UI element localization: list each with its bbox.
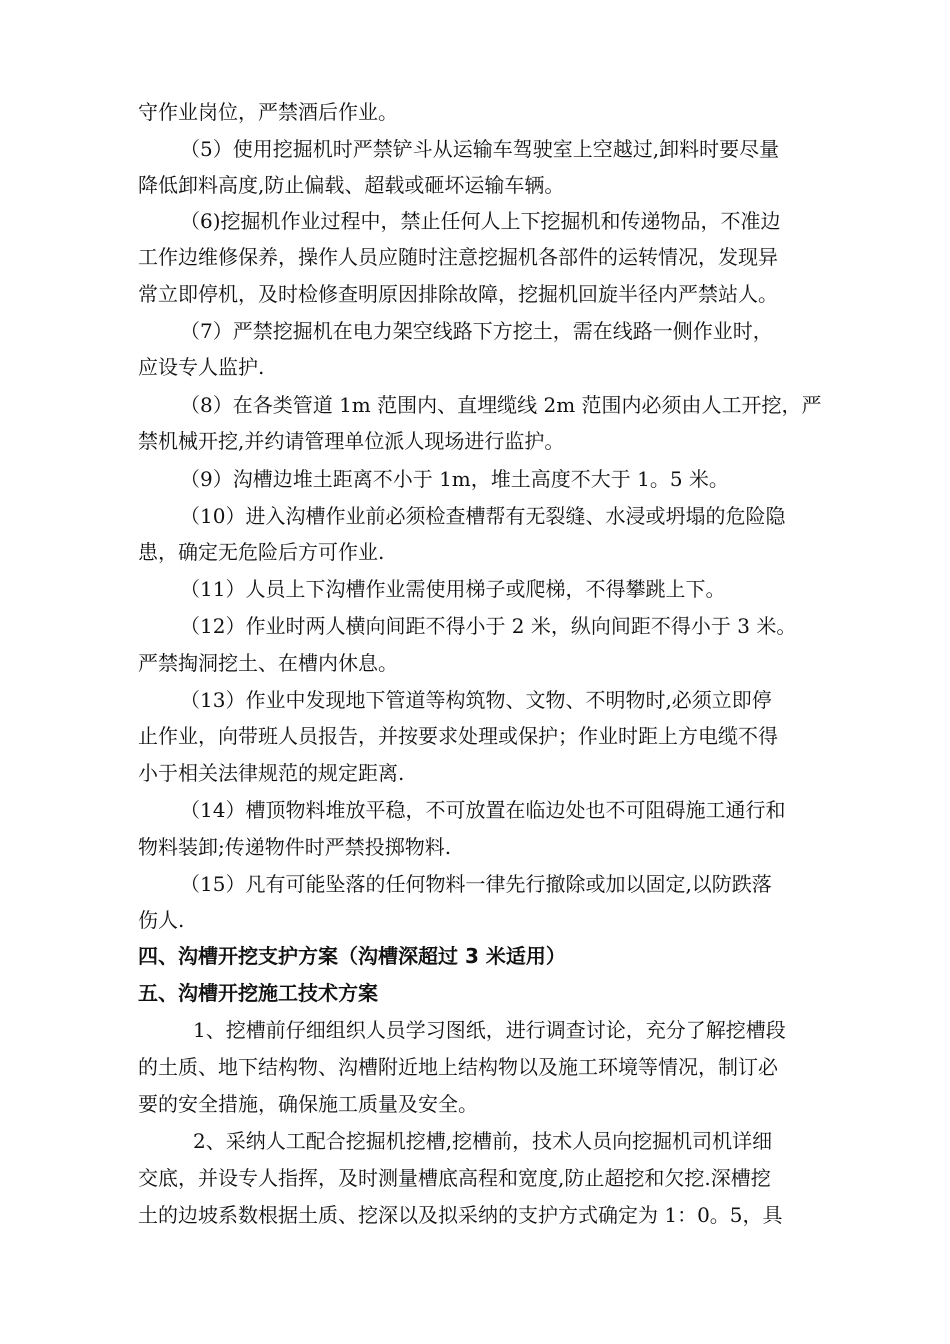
text-line: 止作业，向带班人员报告，并按要求处理或保护；作业时距上方电缆不得 (138, 724, 778, 748)
text-line: 伤人. (138, 908, 185, 932)
text-line: 严禁掏洞挖土、在槽内休息。 (138, 651, 398, 675)
text-line: 1、挖槽前仔细组织人员学习图纸，进行调查讨论，充分了解挖槽段 (193, 1018, 786, 1042)
text-line: 物料装卸;传递物件时严禁投掷物料. (138, 835, 452, 859)
text-line: （14）槽顶物料堆放平稳，不可放置在临边处也不可阻碍施工通行和 (180, 798, 786, 822)
text-line: 应设专人监护. (138, 355, 265, 379)
text-line: 小于相关法律规范的规定距离. (138, 761, 405, 785)
text-line: （13）作业中发现地下管道等构筑物、文物、不明物时,必须立即停 (180, 688, 772, 712)
text-line: 的土质、地下结构物、沟槽附近地上结构物以及施工环境等情况，制订必 (138, 1055, 778, 1079)
text-line: 要的安全措施，确保施工质量及安全。 (138, 1092, 478, 1116)
text-line: （7）严禁挖掘机在电力架空线路下方挖土，需在线路一侧作业时， (180, 319, 773, 343)
text-line: （9）沟槽边堆土距离不小于 1m，堆土高度不大于 1。5 米。 (180, 467, 729, 491)
text-line: （10）进入沟槽作业前必须检查槽帮有无裂缝、水浸或坍塌的危险隐 (180, 504, 786, 528)
text-line: 守作业岗位，严禁酒后作业。 (138, 100, 398, 124)
text-line: （8）在各类管道 1m 范围内、直埋缆线 2m 范围内必须由人工开挖，严 (180, 393, 822, 417)
text-line: 常立即停机，及时检修查明原因排除故障，挖掘机回旋半径内严禁站人。 (138, 282, 778, 306)
text-line: （11）人员上下沟槽作业需使用梯子或爬梯，不得攀跳上下。 (180, 577, 726, 601)
text-line: （12）作业时两人横向间距不得小于 2 米，纵向间距不得小于 3 米。 (180, 614, 797, 638)
section-heading: 五、沟槽开挖施工技术方案 (138, 981, 378, 1005)
text-line: 2、采纳人工配合挖掘机挖槽,挖槽前，技术人员向挖掘机司机详细 (193, 1129, 773, 1153)
text-line: 降低卸料高度,防止偏载、超载或砸坏运输车辆。 (138, 173, 565, 197)
text-line: 交底，并设专人指挥，及时测量槽底高程和宽度,防止超挖和欠挖.深槽挖 (138, 1166, 771, 1190)
text-line: （6)挖掘机作业过程中，禁止任何人上下挖掘机和传递物品，不准边 (180, 209, 781, 233)
text-line: （15）凡有可能坠落的任何物料一律先行撤除或加以固定,以防跌落 (180, 872, 772, 896)
text-line: 患，确定无危险后方可作业. (138, 540, 385, 564)
text-line: 工作边维修保养，操作人员应随时注意挖掘机各部件的运转情况，发现异 (138, 245, 778, 269)
section-heading: 四、沟槽开挖支护方案（沟槽深超过 3 米适用） (138, 944, 566, 968)
text-line: 土的边坡系数根据土质、挖深以及拟采纳的支护方式确定为 1：0。5，具 (138, 1203, 783, 1227)
text-line: 禁机械开挖,并约请管理单位派人现场进行监护。 (138, 429, 565, 453)
text-line: （5）使用挖掘机时严禁铲斗从运输车驾驶室上空越过,卸料时要尽量 (180, 137, 780, 161)
